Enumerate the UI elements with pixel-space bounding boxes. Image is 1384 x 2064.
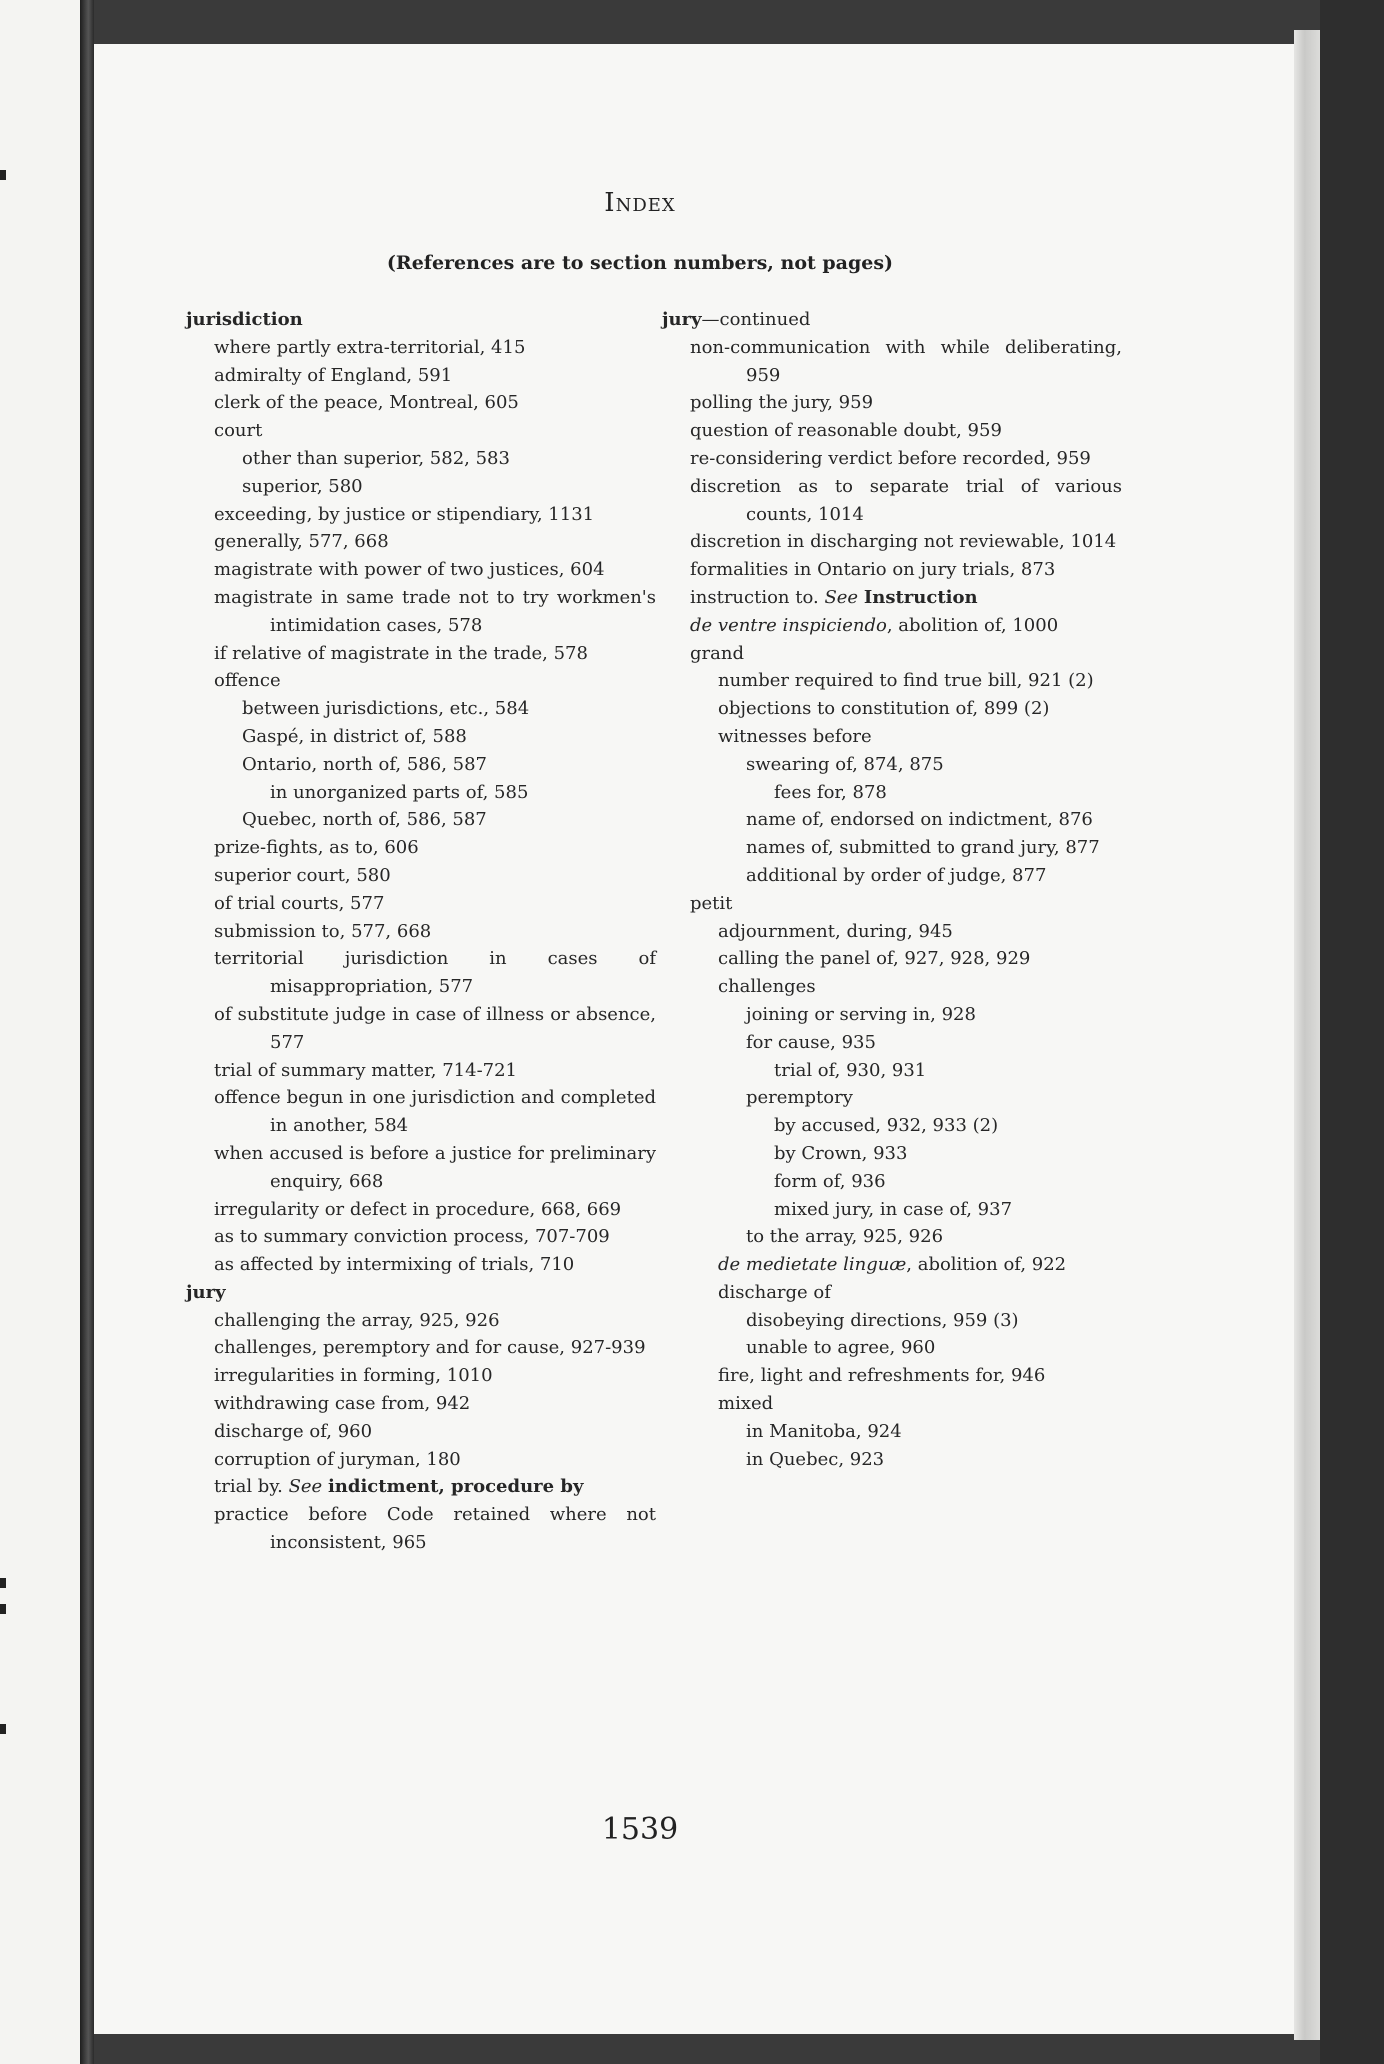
index-entry xyxy=(186,417,656,445)
index-entry xyxy=(186,806,656,834)
entry-text: magistrate with power of two justices, 604 xyxy=(214,559,605,581)
index-entry xyxy=(186,473,656,501)
index-entry xyxy=(186,695,656,723)
index-entry xyxy=(662,1196,1122,1224)
index-entry xyxy=(186,667,656,695)
index-entry xyxy=(186,1084,656,1140)
page-number: 1539 xyxy=(601,1812,679,1847)
index-entry xyxy=(186,1196,656,1224)
index-entry xyxy=(662,1001,1122,1029)
entry-text: between jurisdictions, etc., 584 xyxy=(242,698,530,720)
entry-text: additional by order of judge, 877 xyxy=(746,864,1047,886)
index-entry xyxy=(662,1084,1122,1112)
index-entry xyxy=(662,473,1122,529)
entry-text: Gaspé, in district of, 588 xyxy=(242,725,467,747)
entry-text: withdrawing case from, 942 xyxy=(214,1393,471,1415)
index-column-left xyxy=(186,306,656,1557)
entry-text: irregularity or defect in procedure, 668, 669 xyxy=(214,1198,622,1220)
entry-text: by Crown, 933 xyxy=(774,1142,908,1164)
index-entry xyxy=(662,862,1122,890)
entry-text: non-communication with while deliberating, 959 xyxy=(690,336,1122,386)
entry-text: by accused, 932, 933 (2) xyxy=(774,1115,999,1137)
index-entry xyxy=(186,1223,656,1251)
index-entry xyxy=(662,1307,1122,1335)
entry-text: grand xyxy=(690,642,744,664)
index-entry xyxy=(662,1446,1122,1474)
index-entry xyxy=(186,1418,656,1446)
index-entry xyxy=(662,1029,1122,1057)
index-entry xyxy=(186,1473,656,1501)
entry-text: for cause, 935 xyxy=(746,1031,876,1053)
index-entry xyxy=(662,584,1122,612)
entry-text: trial of summary matter, 714-721 xyxy=(214,1059,518,1081)
background xyxy=(1320,0,1384,2064)
index-entry xyxy=(186,862,656,890)
entry-text: offence begun in one jurisdiction and completed in another, 584 xyxy=(214,1087,656,1137)
entry-text: name of, endorsed on indictment, 876 xyxy=(746,809,1093,831)
entry-text: as to summary conviction process, 707-709 xyxy=(214,1226,610,1248)
entry-text: challenges, peremptory and for cause, 927-939 xyxy=(214,1337,646,1359)
entry-text: re-considering verdict before recorded, 959 xyxy=(690,447,1091,469)
entry-text: unable to agree, 960 xyxy=(746,1337,936,1359)
index-entry xyxy=(186,890,656,918)
entry-text: generally, 577, 668 xyxy=(214,531,389,553)
index-entry xyxy=(186,1501,656,1557)
entry-text: in unorganized parts of, 585 xyxy=(270,781,529,803)
index-entry xyxy=(186,362,656,390)
index-entry xyxy=(662,306,1122,334)
entry-text: challenges xyxy=(718,976,816,998)
index-entry xyxy=(186,945,656,1001)
index-entry xyxy=(186,1251,656,1279)
entry-text: admiralty of England, 591 xyxy=(214,364,453,386)
entry-text: superior, 580 xyxy=(242,475,363,497)
index-entry xyxy=(662,806,1122,834)
entry-text: clerk of the peace, Montreal, 605 xyxy=(214,392,519,414)
entry-rest: , abolition of, 1000 xyxy=(886,614,1059,636)
entry-text: discharge of, 960 xyxy=(214,1420,373,1442)
entry-text: objections to constitution of, 899 (2) xyxy=(718,698,1050,720)
index-entry xyxy=(186,779,656,807)
index-entry xyxy=(662,556,1122,584)
entry-text: offence xyxy=(214,670,281,692)
entry-text: instruction to. xyxy=(690,586,819,608)
index-entry xyxy=(662,1057,1122,1085)
index-entry xyxy=(662,1279,1122,1307)
entry-text: mixed jury, in case of, 937 xyxy=(774,1198,1013,1220)
entry-text: irregularities in forming, 1010 xyxy=(214,1365,493,1387)
entry-text: polling the jury, 959 xyxy=(690,392,874,414)
entry-text: to the array, 925, 926 xyxy=(746,1226,944,1248)
margin-mark xyxy=(0,170,6,180)
entry-text: jury xyxy=(662,309,702,330)
index-entry xyxy=(186,1307,656,1335)
entry-text: fees for, 878 xyxy=(774,781,887,803)
entry-text: disobeying directions, 959 (3) xyxy=(746,1309,1019,1331)
entry-text: names of, submitted to grand jury, 877 xyxy=(746,837,1100,859)
index-entry xyxy=(662,1390,1122,1418)
entry-text: discretion as to separate trial of various counts, 1014 xyxy=(690,475,1122,525)
entry-text: trial of, 930, 931 xyxy=(774,1059,927,1081)
entry-text: trial by. xyxy=(214,1476,283,1498)
index-entry xyxy=(186,640,656,668)
index-entry xyxy=(186,1390,656,1418)
entry-text: formalities in Ontario on jury trials, 873 xyxy=(690,559,1056,581)
cross-reference: Instruction xyxy=(863,586,978,608)
entry-text: joining or serving in, 928 xyxy=(746,1003,976,1025)
index-entry xyxy=(186,723,656,751)
index-entry xyxy=(662,945,1122,973)
entry-text: Quebec, north of, 586, 587 xyxy=(242,809,487,831)
entry-text: prize-fights, as to, 606 xyxy=(214,837,419,859)
index-entry xyxy=(662,1140,1122,1168)
index-entry xyxy=(186,1057,656,1085)
index-entry xyxy=(662,1418,1122,1446)
index-entry xyxy=(662,1362,1122,1390)
see-reference: See xyxy=(288,1476,323,1498)
index-entry xyxy=(186,528,656,556)
entry-text: magistrate in same trade not to try workmen's intimidation cases, 578 xyxy=(214,586,656,636)
margin-mark xyxy=(0,1724,6,1734)
index-entry xyxy=(662,1334,1122,1362)
index-entry xyxy=(186,306,656,334)
entry-text: in Quebec, 923 xyxy=(746,1448,885,1470)
margin-mark xyxy=(0,1578,6,1588)
index-entry xyxy=(662,918,1122,946)
entry-text: form of, 936 xyxy=(774,1170,886,1192)
index-entry xyxy=(662,695,1122,723)
index-entry xyxy=(186,1140,656,1196)
entry-text: de medietate linguæ xyxy=(718,1254,907,1276)
entry-text: jury xyxy=(186,1281,226,1303)
entry-text: question of reasonable doubt, 959 xyxy=(690,420,1002,442)
index-entry xyxy=(186,445,656,473)
index-entry xyxy=(662,834,1122,862)
entry-text: number required to find true bill, 921 (2) xyxy=(718,670,1094,692)
see-reference: See xyxy=(824,586,859,608)
entry-text: fire, light and refreshments for, 946 xyxy=(718,1365,1046,1387)
page-title: Index xyxy=(604,188,676,218)
index-entry xyxy=(186,556,656,584)
entry-suffix: —continued xyxy=(701,309,811,330)
entry-text: of substitute judge in case of illness or absence, 577 xyxy=(214,1003,656,1053)
index-entry xyxy=(186,1001,656,1057)
index-entry xyxy=(662,1223,1122,1251)
entry-text: discharge of xyxy=(718,1281,831,1303)
index-entry xyxy=(662,667,1122,695)
index-entry xyxy=(186,918,656,946)
index-entry xyxy=(662,417,1122,445)
cross-reference: indictment, procedure by xyxy=(327,1476,584,1498)
index-entry xyxy=(186,1446,656,1474)
entry-text: calling the panel of, 927, 928, 929 xyxy=(718,948,1031,970)
index-entry xyxy=(662,612,1122,640)
facing-page-edge xyxy=(0,0,80,2064)
entry-text: if relative of magistrate in the trade, 578 xyxy=(214,642,588,664)
entry-text: swearing of, 874, 875 xyxy=(746,753,944,775)
entry-text: challenging the array, 925, 926 xyxy=(214,1309,500,1331)
entry-text: peremptory xyxy=(746,1087,853,1109)
index-entry xyxy=(662,640,1122,668)
entry-text: other than superior, 582, 583 xyxy=(242,447,510,469)
index-entry xyxy=(186,501,656,529)
index-entry xyxy=(662,723,1122,751)
entry-text: court xyxy=(214,420,263,442)
index-entry xyxy=(186,334,656,362)
entry-text: of trial courts, 577 xyxy=(214,892,385,914)
index-entry xyxy=(662,1251,1122,1279)
index-entry xyxy=(186,1279,656,1307)
entry-text: jurisdiction xyxy=(186,309,303,330)
index-column-right xyxy=(662,306,1122,1473)
entry-text: when accused is before a justice for preliminary enquiry, 668 xyxy=(214,1142,656,1192)
entry-text: discretion in discharging not reviewable, 1014 xyxy=(690,531,1117,553)
index-entry xyxy=(662,779,1122,807)
entry-text: in Manitoba, 924 xyxy=(746,1420,902,1442)
entry-text: practice before Code retained where not inconsistent, 965 xyxy=(214,1504,656,1554)
page-subtitle: (References are to section numbers, not pages) xyxy=(386,252,894,274)
entry-text: de ventre inspiciendo xyxy=(690,614,887,636)
entry-text: adjournment, during, 945 xyxy=(718,920,953,942)
index-entry xyxy=(662,1112,1122,1140)
book-spine xyxy=(80,0,94,2064)
entry-text: Ontario, north of, 586, 587 xyxy=(242,753,487,775)
index-entry xyxy=(662,389,1122,417)
index-entry xyxy=(662,973,1122,1001)
index-entry xyxy=(186,389,656,417)
index-entry xyxy=(662,751,1122,779)
entry-rest: , abolition of, 922 xyxy=(906,1254,1067,1276)
entry-text: exceeding, by justice or stipendiary, 1131 xyxy=(214,503,595,525)
entry-text: territorial jurisdiction in cases of misappropriation, 577 xyxy=(214,948,656,998)
entry-text: witnesses before xyxy=(718,725,872,747)
page-edge xyxy=(1294,30,1320,2040)
entry-text: corruption of juryman, 180 xyxy=(214,1448,461,1470)
entry-text: petit xyxy=(690,892,733,914)
index-entry xyxy=(662,334,1122,390)
entry-text: as affected by intermixing of trials, 710 xyxy=(214,1254,575,1276)
index-entry xyxy=(186,1334,656,1362)
index-entry xyxy=(662,1168,1122,1196)
index-entry xyxy=(662,890,1122,918)
entry-text: where partly extra-territorial, 415 xyxy=(214,336,526,358)
entry-text: mixed xyxy=(718,1393,774,1415)
index-entry xyxy=(186,751,656,779)
index-entry xyxy=(662,445,1122,473)
entry-text: superior court, 580 xyxy=(214,864,391,886)
entry-text: submission to, 577, 668 xyxy=(214,920,432,942)
index-entry xyxy=(186,834,656,862)
index-entry xyxy=(662,528,1122,556)
margin-mark xyxy=(0,1604,6,1614)
index-entry xyxy=(186,584,656,640)
index-entry xyxy=(186,1362,656,1390)
